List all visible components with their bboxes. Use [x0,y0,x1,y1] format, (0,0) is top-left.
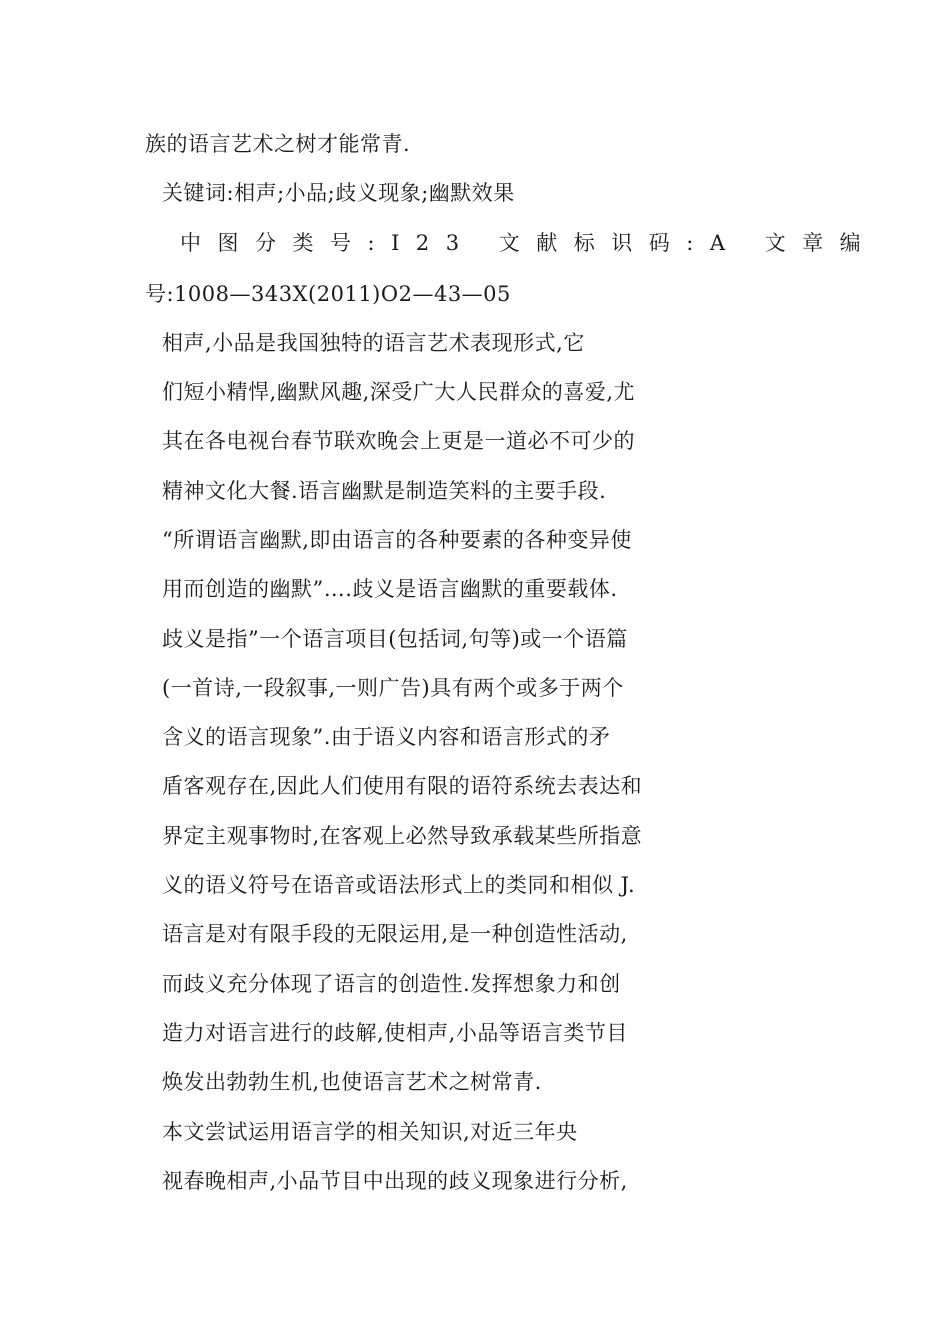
intro-tail-line: 族的语言艺术之树才能常青. [145,132,411,156]
body-line: 造力对语言进行的歧解,使相声,小品等语言类节目 [162,1021,628,1045]
body-line: 用而创造的幽默”….歧义是语言幽默的重要载体. [162,577,618,601]
body-line: 精神文化大餐.语言幽默是制造笑料的主要手段. [162,479,607,503]
classification-line: 中图分类号:I23 文献标识码:A 文章编 [180,231,878,255]
body-line: 界定主观事物时,在客观上必然导致承载某些所指意 [162,824,643,848]
article-number-line: 号:1008—343X(2011)O2—43—05 [145,282,511,306]
body-line: 语言是对有限手段的无限运用,是一种创造性活动, [162,922,628,946]
body-line: 盾客观存在,因此人们使用有限的语符系统去表达和 [162,774,643,798]
body-line: (一首诗,一段叙事,一则广告)具有两个或多于两个 [162,676,624,700]
body-line: 歧义是指”一个语言项目(包括词,句等)或一个语篇 [162,627,628,651]
body-line: 含义的语言现象”.由于语义内容和语言形式的矛 [162,725,611,749]
keywords-line: 关键词:相声;小品;歧义现象;幽默效果 [162,181,515,205]
body-line: 义的语义符号在语音或语法形式上的类同和相似 J. [162,873,636,897]
body-line: 焕发出勃勃生机,也使语言艺术之树常青. [162,1070,542,1094]
body-line: 视春晚相声,小品节目中出现的歧义现象进行分析, [162,1169,628,1193]
body-line: 相声,小品是我国独特的语言艺术表现形式,它 [162,331,585,355]
body-line: 其在各电视台春节联欢晚会上更是一道必不可少的 [162,429,635,453]
body-line: 而歧义充分体现了语言的创造性.发挥想象力和创 [162,972,621,996]
body-line: 们短小精悍,幽默风趣,深受广大人民群众的喜爱,尤 [162,380,636,404]
body-line: 本文尝试运用语言学的相关知识,对近三年央 [162,1120,578,1144]
body-line: “所谓语言幽默,即由语言的各种要素的各种变异使 [162,528,632,552]
